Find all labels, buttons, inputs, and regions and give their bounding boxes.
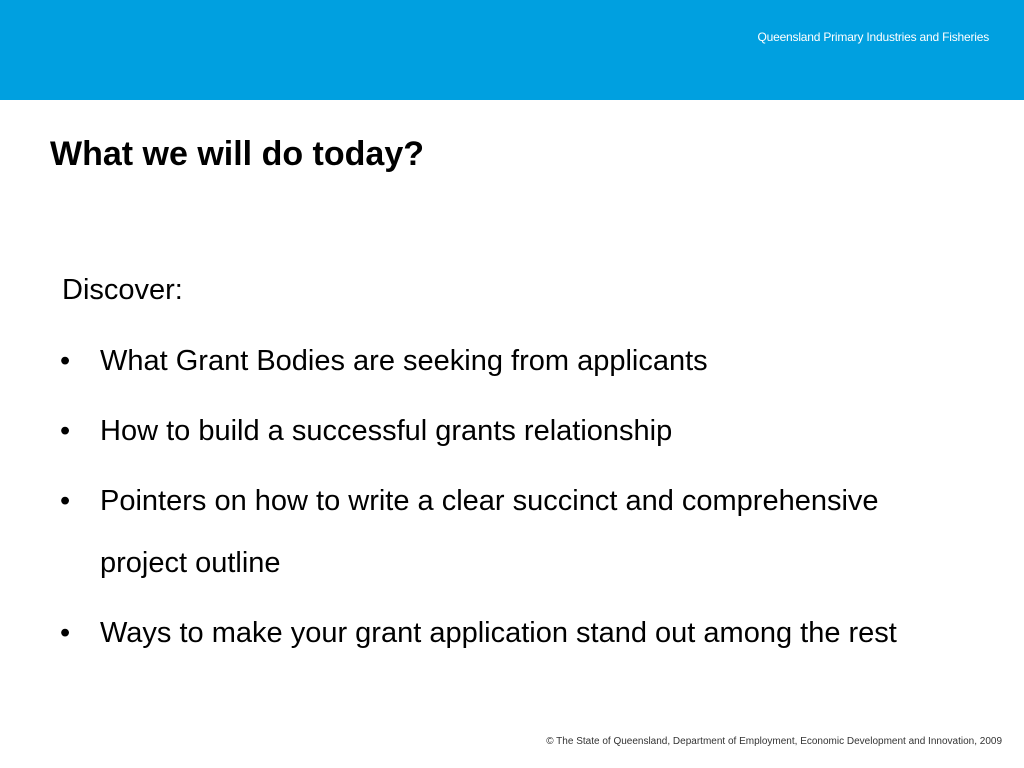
bullet-text: How to build a successful grants relationship [100, 415, 673, 447]
bullet-marker: • [60, 485, 71, 517]
bullet-item [60, 470, 960, 594]
bullet-text: Ways to make your grant application stand out among the rest [100, 617, 897, 649]
bullet-item [60, 400, 960, 462]
bullet-text: Pointers on how to write a clear succinct and comprehensive project outline [100, 485, 879, 579]
bullet-list [60, 330, 960, 672]
bullet-item [60, 602, 960, 664]
header-band [0, 0, 1024, 100]
bullet-marker: • [60, 617, 71, 649]
bullet-marker: • [60, 345, 71, 377]
slide-title: What we will do today? [50, 135, 424, 173]
bullet-item [60, 330, 960, 392]
bullet-marker: • [60, 415, 71, 447]
organization-name: Queensland Primary Industries and Fisheries [757, 30, 989, 44]
bullet-text: What Grant Bodies are seeking from applicants [100, 345, 708, 377]
intro-text: Discover: [62, 274, 183, 306]
footer-copyright: © The State of Queensland, Department of Employment, Economic Development and Innovation, 2009 [546, 736, 1002, 747]
